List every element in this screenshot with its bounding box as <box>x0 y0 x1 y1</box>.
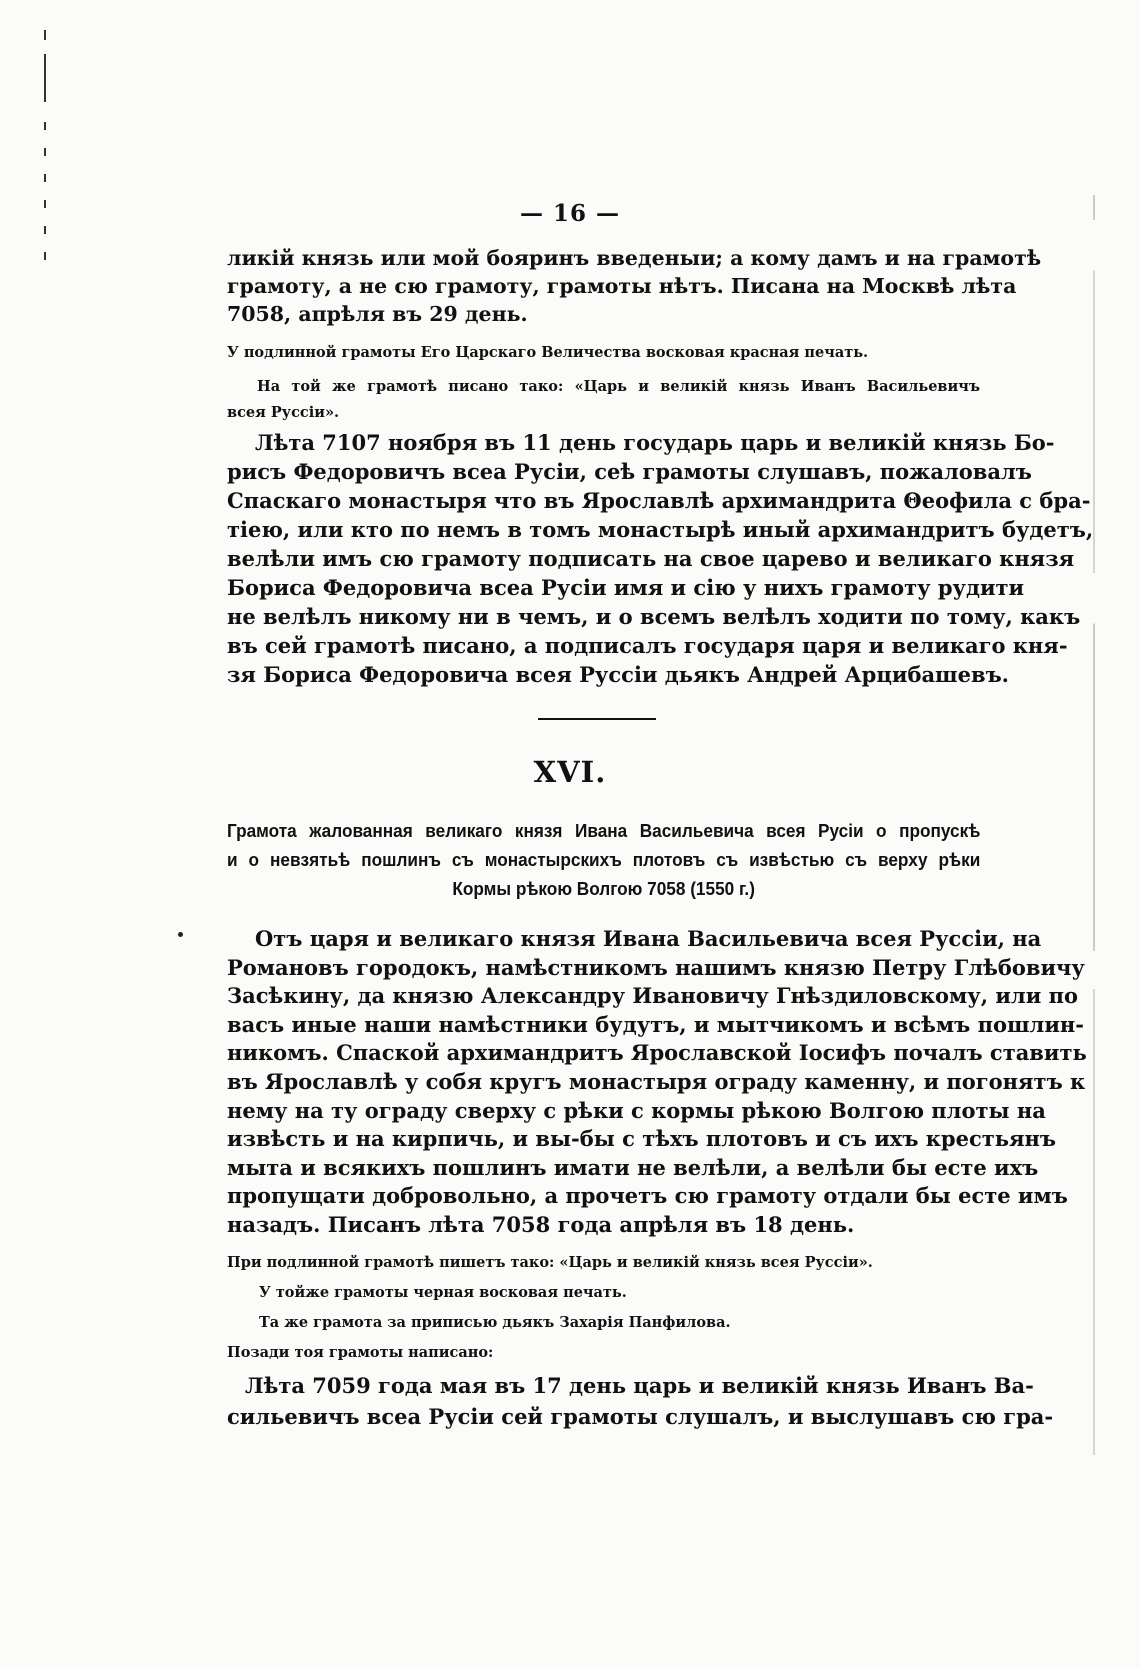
text-line: Засѣкину, да князю Александру Ивановичу Гнѣздиловскому, или по <box>227 983 1078 1009</box>
text-line: не велѣлъ никому ни в чемъ, и о всемъ велѣлъ ходити по тому, какъ <box>227 604 1081 629</box>
note-line: Та же грамота за приписью дьякъ Захарія Панфилова. <box>259 1314 731 1331</box>
note-inscription-1 <box>227 374 980 426</box>
text-line: сильевичъ всеа Русіи сей грамоты слушалъ, и выслушавъ сю гра- <box>227 1404 1054 1429</box>
text-line: Спаскаго монастыря что въ Ярославлѣ архимандрита Θеофила с бра- <box>227 488 1091 513</box>
note-verso <box>227 1343 980 1363</box>
paragraph-4 <box>227 1370 1054 1432</box>
note-seal-1 <box>227 343 980 363</box>
note-line: У тойже грамоты черная восковая печать. <box>259 1284 627 1301</box>
text-line: Отъ царя и великаго князя Ивана Васильевича всея Руссіи, на <box>255 926 1042 951</box>
text-line: въ Ярославлѣ у собя кругъ монастыря ограду каменну, и погонятъ к <box>227 1068 1086 1094</box>
note-line: При подлинной грамотѣ пишетъ тако: «Царь и великій князь всея Руссіи». <box>227 1254 873 1271</box>
page-number: — 16 — <box>519 200 621 227</box>
text-line: тіею, или кто по немъ в томъ монастырѣ иный архимандритъ будетъ, <box>227 517 1094 542</box>
note-line: Позади тоя грамоты написано: <box>227 1344 494 1361</box>
note-clerk <box>227 1313 980 1333</box>
heading-line: Грамота жалованная великаго князя Ивана Васильевича всея Русіи о пропускѣ <box>227 820 981 841</box>
text-line: 7058, апрѣля въ 29 день. <box>227 302 528 326</box>
paragraph-3 <box>227 925 1087 1240</box>
paragraph-2 <box>227 428 1094 689</box>
text-line: Лѣта 7107 ноября въ 11 день государь царь и великій князь Бо- <box>255 430 1055 455</box>
note-seal-2 <box>227 1283 980 1303</box>
text-line: извѣсть и на кирпичь, и вы-бы с тѣхъ плотовъ и съ ихъ крестьянъ <box>227 1126 1056 1152</box>
text-line: назадъ. Писанъ лѣта 7058 года апрѣля въ 18 день. <box>227 1211 855 1237</box>
text-line: Лѣта 7059 года мая въ 17 день царь и великій князь Иванъ Ва- <box>245 1373 1034 1398</box>
note-inscription-2 <box>227 1253 980 1273</box>
heading-line: и о невзятьѣ пошлинъ съ монастырскихъ плотовъ съ извѣстью съ верху рѣки <box>227 849 981 870</box>
text-line: нему на ту ограду сверху с рѣки с кормы рѣкою Волгою плоты на <box>227 1097 1046 1123</box>
section-divider <box>538 718 656 720</box>
text-line: въ сей грамотѣ писано, а подписалъ государя царя и великаго кня- <box>227 633 1068 658</box>
scan-edge-rule <box>1093 195 1095 1455</box>
text-line: Бориса Федоровича всеа Русіи имя и сію у нихъ грамоту рудити <box>227 575 1025 600</box>
text-line: грамоту, а не сю грамоту, грамоты нѣтъ. Писана на Москвѣ лѣта <box>227 274 1017 298</box>
text-line: мыта и всякихъ пошлинъ имати не велѣли, а велѣли бы есте ихъ <box>227 1154 1039 1180</box>
heading-line: Кормы рѣкою Волгою 7058 (1550 г.) <box>452 878 755 899</box>
margin-dot <box>178 932 183 937</box>
note-line: всея Руссіи». <box>227 404 340 421</box>
note-line: На той же грамотѣ писано тако: «Царь и великій князь Иванъ Васильевичъ <box>257 378 980 395</box>
section-number: XVI. <box>533 755 607 789</box>
text-line: никомъ. Спаской архимандритъ Ярославской Іосифъ почалъ ставить <box>227 1040 1087 1066</box>
paragraph-1 <box>227 244 1042 328</box>
text-line: Романовъ городокъ, намѣстникомъ нашимъ князю Петру Глѣбовичу <box>227 954 1085 980</box>
text-line: пропущати добровольно, а прочетъ сю грамоту отдали бы есте имъ <box>227 1183 1068 1209</box>
text-line: васъ иные наши намѣстники будутъ, и мытчикомъ и всѣмъ пошлин- <box>227 1011 1085 1037</box>
text-line: ликій князь или мой бояринъ введеныи; а кому дамъ и на грамотѣ <box>227 246 1042 270</box>
section-heading <box>227 816 980 903</box>
text-line: рисъ Федоровичъ всеа Русіи, сеѣ грамоты слушавъ, пожаловалъ <box>227 459 1032 484</box>
text-line: зя Бориса Федоровича всея Руссіи дьякъ Андрей Арцибашевъ. <box>227 662 1009 687</box>
note-line: У подлинной грамоты Его Царскаго Величества восковая красная печать. <box>227 344 869 361</box>
text-line: велѣли имъ сю грамоту подписать на свое царево и великаго князя <box>227 546 1075 571</box>
